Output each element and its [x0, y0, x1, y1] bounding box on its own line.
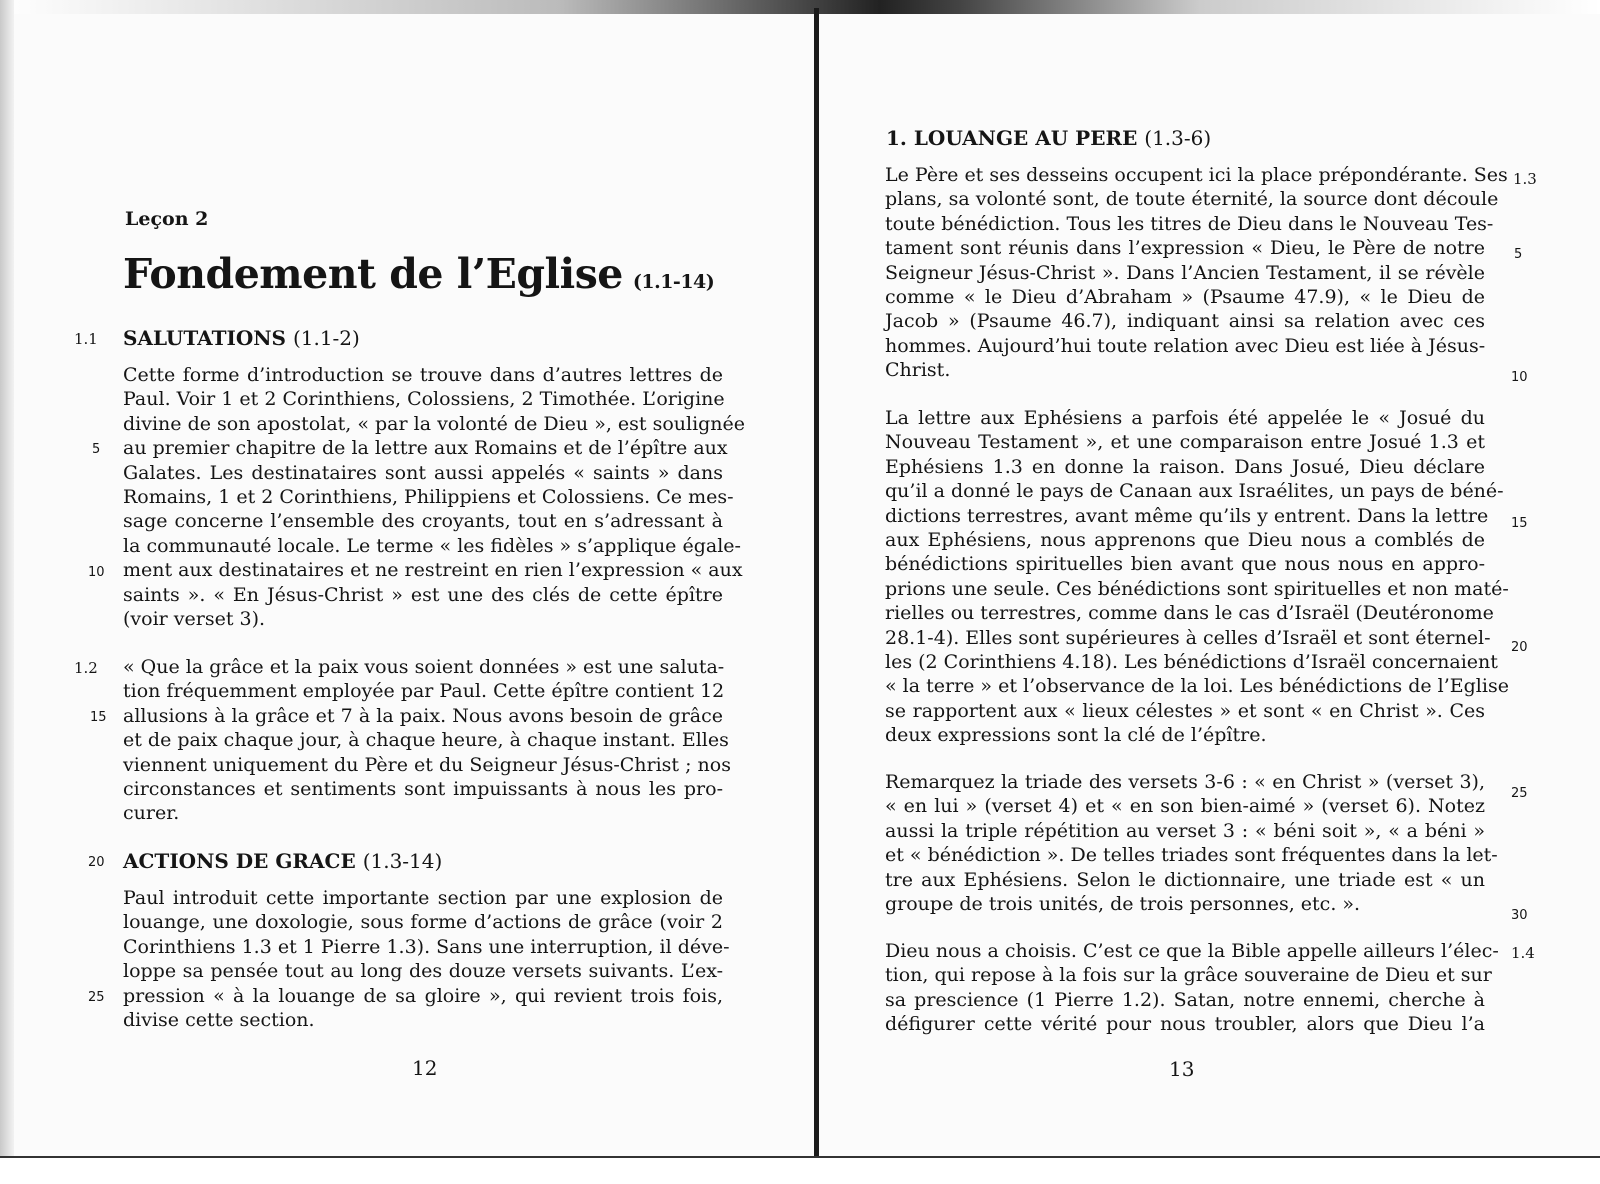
line-number-20-right: 20 — [1511, 640, 1528, 655]
page-number-right: 13 — [1169, 1057, 1195, 1081]
margin-verse-1-4: 1.4 — [1511, 944, 1535, 962]
section-heading-salutations: SALUTATIONS (1.1-2) — [123, 326, 360, 350]
line-number-20: 20 — [88, 855, 105, 870]
line-number-5-right: 5 — [1514, 247, 1523, 262]
section-heading-louange: 1. LOUANGE AU PERE (1.3-6) — [886, 126, 1212, 150]
right-page — [819, 0, 1600, 1150]
title-text: Fondement de l’Eglise — [123, 250, 623, 298]
line-number-25: 25 — [88, 990, 105, 1005]
paragraph-actions-de-grace: Paul introduit cette importante section par une explosion de louange, une doxologie, sous forme d’actions de grâce (voir 2 Corinthiens 1.3 et 1 Pierre 1.3). Sans une interruption, il déve- loppe sa pensée tout au long des douze versets suivants. L’ex- pression « à la louange de sa gloire », qui revient trois fois, divise cette section. — [123, 887, 730, 1032]
line-number-10-right: 10 — [1511, 370, 1528, 385]
page-title — [123, 250, 714, 298]
line-number-30-right: 30 — [1511, 908, 1528, 923]
paragraph-josue: La lettre aux Ephésiens a parfois été appelée le « Josué du Nouveau Testament », et une comparaison entre Josué 1.3 et Ephésiens 1.3 en donne la raison. Dans Josué, Dieu déclare qu’il a donné le pays de Canaan aux Israélites, un pays de béné- dictions terrestres, avant même qu’ils y entrent. Dans la lettre aux Ephésiens, nous apprenons que Dieu nous a comblés de bénédictions spirituelles bien avant que nous nous en appro- prions une seule. Ces bénédictions sont spirituelles et non maté- rielles ou terrestres, comme dans le cas d’Israël (Deutéronome 28.1-4). Elles sont supérieures à celles d’Israël et sont éternel- les (2 Corinthiens 4.18). Les bénédictions d’Israël concernaient « la terre » et l’observance de la loi. Les bénédictions de l’Eglise se rapportent aux « lieux célestes » et sont « en Christ ». Ces deux expressions sont la clé de l’épître. — [885, 407, 1509, 747]
title-reference: (1.1-14) — [632, 271, 715, 293]
margin-verse-1-3: 1.3 — [1513, 170, 1537, 188]
line-number-10: 10 — [88, 565, 105, 580]
paragraph-election: Dieu nous a choisis. C’est ce que la Bible appelle ailleurs l’élec- tion, qui repose à la fois sur la grâce souveraine de Dieu et sur sa prescience (1 Pierre 1.2). Satan, notre ennemi, cherche à défigurer cette vérité pour nous troubler, alors que Dieu l’a — [885, 940, 1499, 1036]
line-number-25-right: 25 — [1511, 786, 1528, 801]
lesson-label: Leçon 2 — [125, 208, 209, 230]
paragraph-triade: Remarquez la triade des versets 3-6 : « en Christ » (verset 3), « en lui » (verset 4) et « en son bien-aimé » (verset 6). Notez aussi la triple répétition au verset 3 : « béni soit », « a béni » et « bénédiction ». De telles triades sont fréquentes dans la let- tre aux Ephésiens. Selon le dictionnaire, une triade est « un groupe de trois unités, de trois personnes, etc. ». — [885, 771, 1498, 916]
paragraph-salutations: Cette forme d’introduction se trouve dans d’autres lettres de Paul. Voir 1 et 2 Corinthiens, Colossiens, 2 Timothée. L’origine divine de son apostolat, « par la volonté de Dieu », est soulignée au premier chapitre de la lettre aux Romains et de l’épître aux Galates. Les destinataires sont aussi appelés « saints » dans Romains, 1 et 2 Corinthiens, Philippiens et Colossiens. Ce mes- sage concerne l’ensemble des croyants, tout en s’adressant à la communauté locale. Le terme « les fidèles » s’applique égale- ment aux destinataires et ne restreint en rien l’expression « aux saints ». « En Jésus-Christ » est une des clés de cette épître (voir verset 3). — [123, 364, 746, 631]
page-number-left: 12 — [412, 1056, 438, 1080]
margin-verse-1-2: 1.2 — [74, 659, 98, 677]
left-page — [0, 0, 814, 1150]
paragraph-pere-desseins: Le Père et ses desseins occupent ici la place prépondérante. Ses plans, sa volonté sont, de toute éternité, la source dont découle toute bénédiction. Tous les titres de Dieu dans le Nouveau Tes- tament sont réunis dans l’expression « Dieu, le Père de notre Seigneur Jésus-Christ ». Dans l’Ancien Testament, il se révèle comme « le Dieu d’Abraham » (Psaume 47.9), « le Dieu de Jacob » (Psaume 46.7), indiquant ainsi sa relation avec ces hommes. Aujourd’hui toute relation avec Dieu est liée à Jésus- Christ. — [885, 164, 1508, 382]
line-number-15-right: 15 — [1511, 516, 1528, 531]
line-number-5: 5 — [92, 442, 101, 457]
line-number-15: 15 — [90, 710, 107, 725]
scan-bottom-edge — [0, 1156, 1600, 1184]
paragraph-grace-peace: « Que la grâce et la paix vous soient données » est une saluta- tion fréquemment employée par Paul. Cette épître contient 12 allusions à la grâce et 7 à la paix. Nous avons besoin de grâce et de paix chaque jour, à chaque heure, à chaque instant. Elles viennent uniquement du Père et du Seigneur Jésus-Christ ; nos circonstances et sentiments sont impuissants à nous les pro- curer. — [123, 656, 731, 825]
section-heading-actions-de-grace: ACTIONS DE GRACE (1.3-14) — [123, 849, 443, 873]
margin-verse-1-1: 1.1 — [74, 330, 98, 348]
